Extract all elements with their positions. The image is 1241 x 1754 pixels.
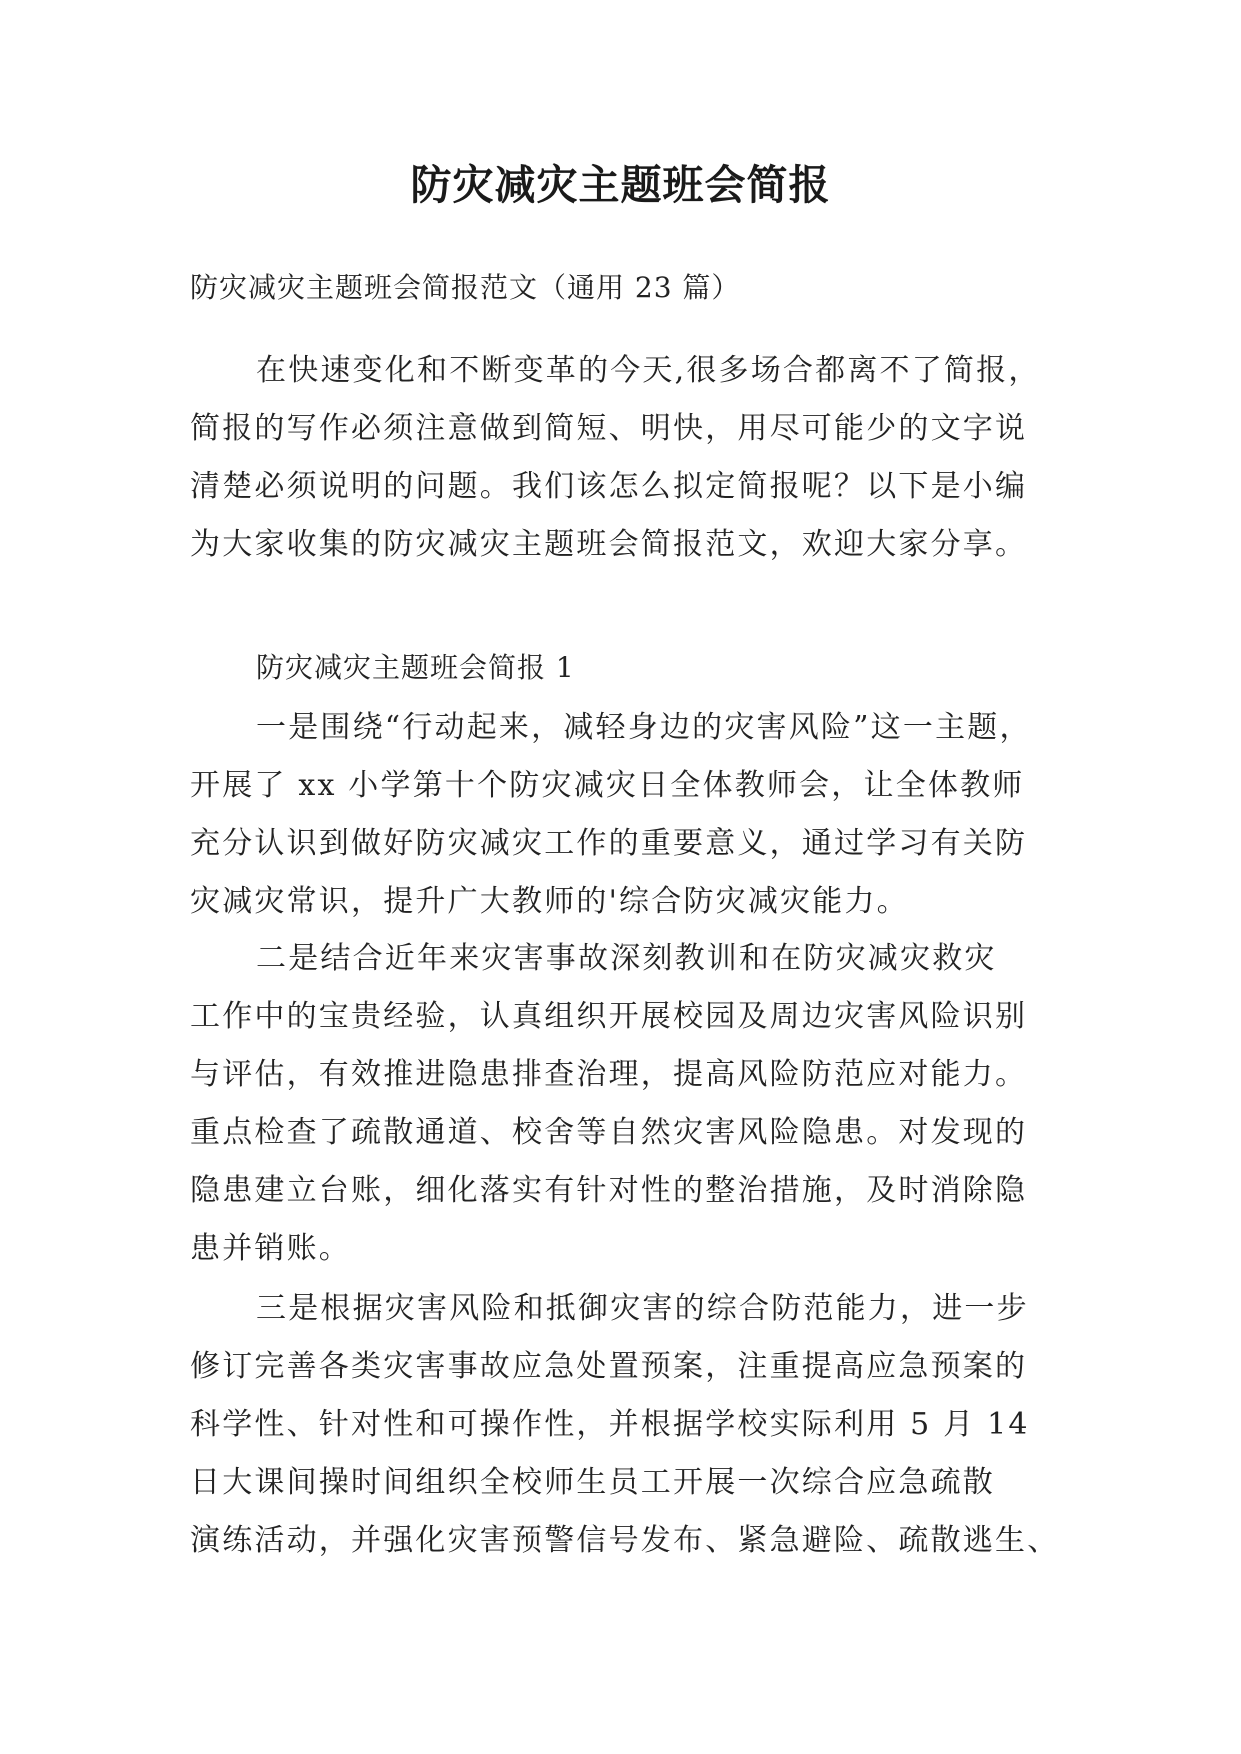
paragraph-line: 修订完善各类灾害事故应急处置预案，注重提高应急预案的 xyxy=(190,1349,1028,1384)
document-subtitle: 防灾减灾主题班会简报范文（通用 23 篇） xyxy=(190,271,741,304)
paragraph-line: 与评估，有效推进隐患排查治理，提高风险防范应对能力。 xyxy=(190,1057,1028,1092)
paragraph-line: 充分认识到做好防灾减灾工作的重要意义，通过学习有关防 xyxy=(190,826,1028,861)
paragraph-line: 在快速变化和不断变革的今天,很多场合都离不了简报， xyxy=(256,353,1041,388)
paragraph-line: 简报的写作必须注意做到简短、明快，用尽可能少的文字说 xyxy=(190,411,1028,446)
paragraph-two xyxy=(190,930,1052,1278)
paragraph-line: 为大家收集的防灾减灾主题班会简报范文，欢迎大家分享。 xyxy=(190,527,1028,562)
paragraph-line: 隐患建立台账，细化落实有针对性的整治措施，及时消除隐 xyxy=(190,1173,1028,1208)
paragraph-line: 日大课间操时间组织全校师生员工开展一次综合应急疏散 xyxy=(190,1465,995,1500)
paragraph-line: 科学性、针对性和可操作性，并根据学校实际利用 5 月 14 xyxy=(190,1407,1030,1442)
paragraph-line: 开展了 xx 小学第十个防灾减灾日全体教师会，让全体教师 xyxy=(190,768,1025,803)
section-heading: 防灾减灾主题班会简报 1 xyxy=(256,651,575,684)
document-title: 防灾减灾主题班会简报 xyxy=(410,161,831,209)
intro-paragraph xyxy=(190,342,1052,574)
paragraph-line: 清楚必须说明的问题。我们该怎么拟定简报呢？以下是小编 xyxy=(190,469,1028,504)
paragraph-line: 三是根据灾害风险和抵御灾害的综合防范能力，进一步 xyxy=(256,1291,1029,1326)
paragraph-line: 演练活动，并强化灾害预警信号发布、紧急避险、疏散逃生、 xyxy=(190,1523,1060,1558)
paragraph-line: 重点检查了疏散通道、校舍等自然灾害风险隐患。对发现的 xyxy=(190,1115,1028,1150)
paragraph-line: 工作中的宝贵经验，认真组织开展校园及周边灾害风险识别 xyxy=(190,999,1028,1034)
paragraph-line: 灾减灾常识，提升广大教师的'综合防灾减灾能力。 xyxy=(190,884,909,919)
paragraph-line: 二是结合近年来灾害事故深刻教训和在防灾减灾救灾 xyxy=(256,941,997,976)
paragraph-line: 一是围绕“行动起来，减轻身边的灾害风险”这一主题， xyxy=(256,710,1032,745)
paragraph-one xyxy=(190,699,1052,931)
paragraph-three xyxy=(190,1280,1060,1570)
paragraph-line: 患并销账。 xyxy=(190,1231,351,1266)
